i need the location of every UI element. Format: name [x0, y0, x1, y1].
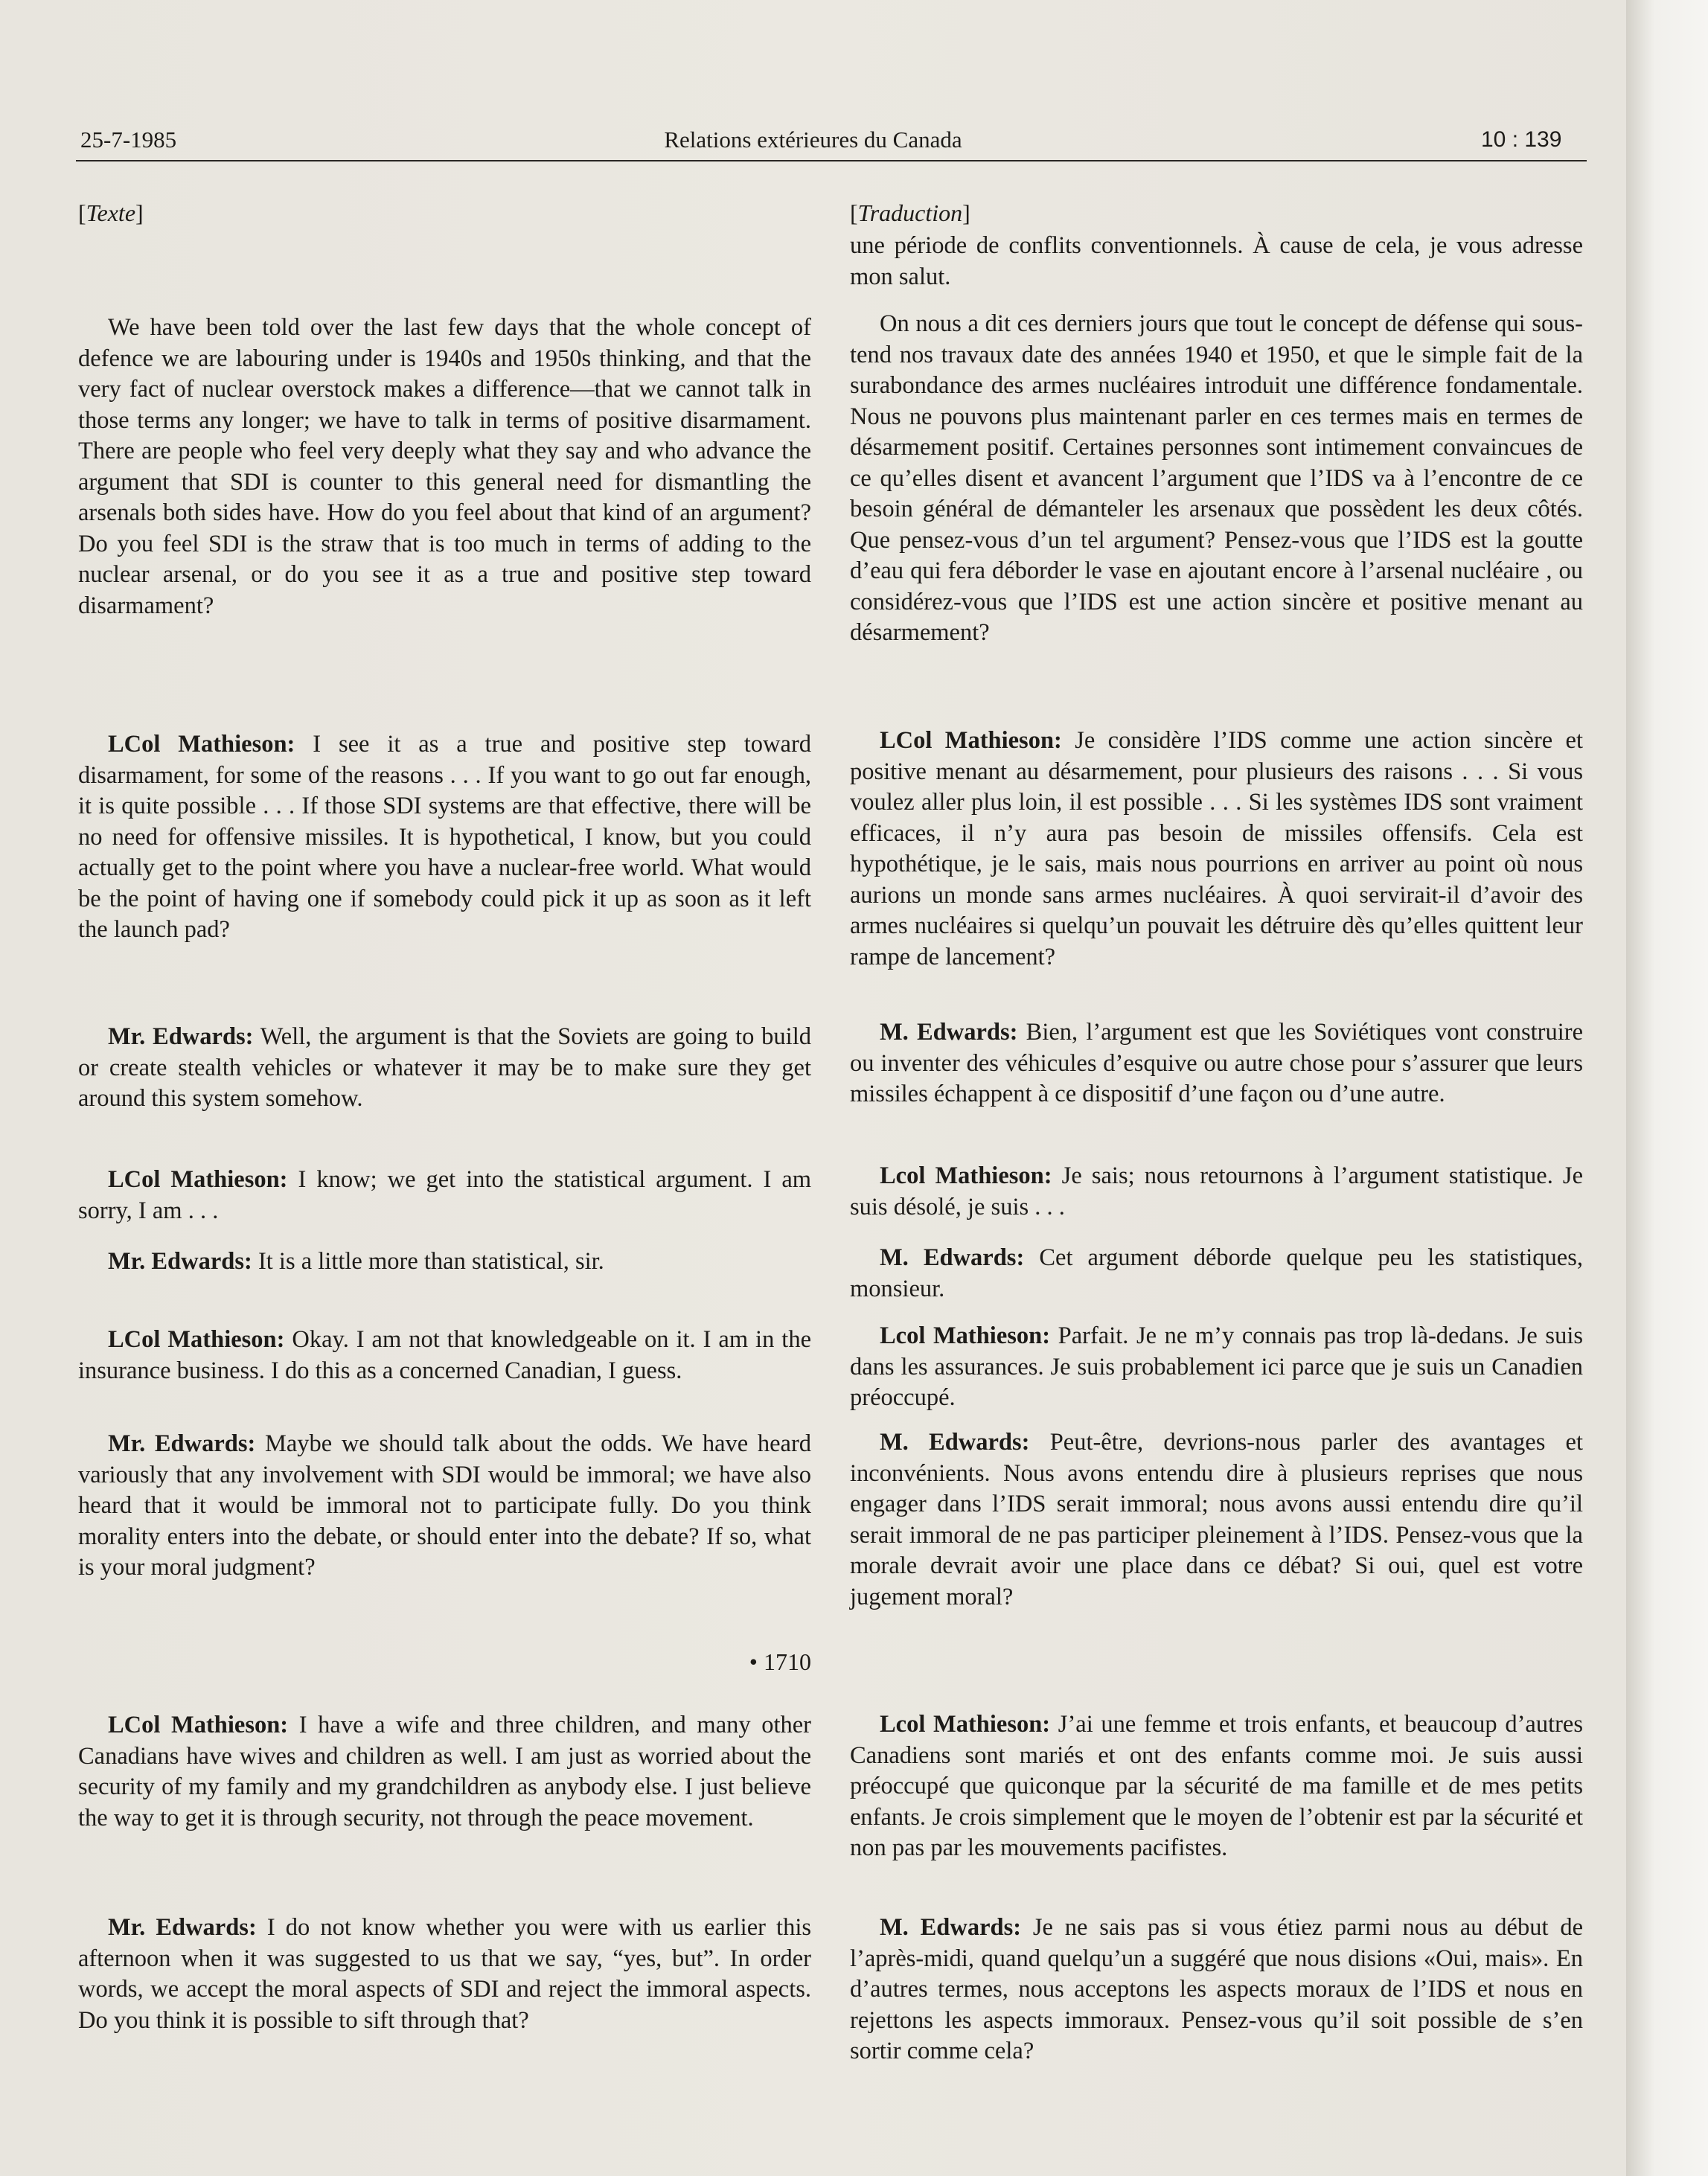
paragraph — [850, 1913, 1583, 2067]
header-page-number: 10 : 139 — [1481, 127, 1562, 152]
paragraph-text: I do not know whether you were with us earlier this afternoon when it was suggested to us that we say, “yes, but”. In order words, we accept the moral aspects of SDI and reject the immoral aspects. Do you think it is possible to sift through that? — [78, 1914, 812, 2034]
paragraph-text: Cet argument déborde quelque peu les statistiques, monsieur. — [850, 1244, 1584, 1302]
speaker: LCol Mathieson: — [108, 1326, 285, 1353]
paragraph-text: Je sais; nous retournons à l’argument statistique. Je suis désolé, je suis . . . — [850, 1162, 1584, 1220]
paragraph — [850, 726, 1583, 973]
header-title: Relations extérieures du Canada — [664, 127, 962, 153]
speaker: Mr. Edwards: — [108, 1248, 252, 1275]
speaker: Lcol Mathieson: — [880, 1711, 1051, 1738]
paragraph-text: I see it as a true and positive step toward disarmament, for some of the reasons . . . If you want to go out far enough, it is quite possible . . . If those SDI systems are that effective, there will be no need for offensive missiles. It is hypothetical, I know, but you could actually get to the point where you have a nuclear-free world. What would be the point of having one if somebody could pick it up as soon as it left the launch pad? — [78, 731, 812, 943]
paragraph-text: Je ne sais pas si vous étiez parmi nous au début de l’après-midi, quand quelqu’un a suggéré que nous disions «Oui, mais». En d’autres termes, nous acceptons les aspects moraux de l’IDS et nous en rejettons les aspects immoraux. Pensez-vous qu’il soit possible de s’en sortir comme cela? — [850, 1914, 1583, 2064]
speaker: M. Edwards: — [880, 1914, 1022, 1941]
speaker: LCol Mathieson: — [108, 1166, 288, 1193]
paragraph-text: It is a little more than statistical, sir. — [258, 1248, 604, 1275]
paragraph — [78, 1429, 811, 1584]
paragraph — [850, 231, 1583, 292]
paragraph-text: une période de conflits conventionnels. À cause de cela, je vous adresse mon salut. — [850, 232, 1583, 290]
paragraph — [78, 313, 811, 621]
paragraph-text: Okay. I am not that knowledgeable on it. I am in the insurance business. I do this as a concerned Canadian, I guess. — [78, 1326, 811, 1384]
paragraph-text: Maybe we should talk about the odds. We have heard variously that any involvement with SDI would be immoral; we have also heard that it would be immoral not to participate fully. Do you think morality enters into the debate, or should enter into the debate? If so, what is your moral judgment? — [78, 1430, 812, 1581]
paragraph — [850, 1017, 1583, 1110]
paragraph — [850, 1243, 1583, 1305]
paragraph — [78, 729, 811, 946]
speaker: Mr. Edwards: — [108, 1430, 256, 1457]
paragraph — [78, 1710, 811, 1834]
speaker: Lcol Mathieson: — [880, 1162, 1052, 1189]
speaker: Mr. Edwards: — [108, 1914, 257, 1941]
section-tag: [Traduction] — [850, 199, 970, 226]
header-rule — [76, 160, 1587, 161]
paragraph — [850, 1427, 1583, 1613]
paragraph-text: Peut-être, devrions-nous parler des avantages et inconvénients. Nous avons entendu dire à plusieurs reprises que nous engager dans l’IDS serait immoral; nous avons aussi entendu dire qu’il serait immoral de ne pas participer pleinement à l’IDS. Pensez-vous que la morale devrait avoir une place dans ce débat? Si oui, quel est votre jugement moral? — [850, 1429, 1584, 1610]
paragraph-text: J’ai une femme et trois enfants, et beaucoup d’autres Canadiens sont mariés et ont des enfants comme moi. Je suis aussi préoccupé que quiconque par la sécurité de ma famille et de mes petits enfants. Je crois simplement que le moyen de l’obtenir est par la sécurité et non pas par les mouvements pacifistes. — [850, 1711, 1584, 1861]
speaker: M. Edwards: — [880, 1244, 1025, 1271]
paragraph-text: We have been told over the last few days that the whole concept of defence we are labouring under is 1940s and 1950s thinking, and that the very fact of nuclear overstock makes a difference—that we cannot talk in those terms any longer; we have to talk in terms of positive disarmament. There are people who feel very deeply what they say and who advance the argument that SDI is counter to this general need for dismantling the arsenals both sides have. How do you feel about that kind of an argument? Do you feel SDI is the straw that is too much in terms of adding to the nuclear arsenal, or do you see it as a true and positive step toward disarmament? — [78, 314, 811, 619]
paragraph — [850, 1161, 1583, 1223]
paragraph — [850, 1709, 1583, 1864]
paragraph — [78, 1022, 811, 1115]
speaker: LCol Mathieson: — [108, 731, 295, 758]
time-marker: • 1710 — [749, 1648, 811, 1675]
speaker: LCol Mathieson: — [108, 1712, 289, 1738]
speaker: Mr. Edwards: — [108, 1023, 254, 1050]
paragraph — [78, 1247, 811, 1278]
speaker: M. Edwards: — [880, 1429, 1030, 1456]
paragraph — [850, 309, 1583, 649]
paragraph-text: Well, the argument is that the Soviets are going to build or create stealth vehicles or whatever it may be to make sure they get around this system somehow. — [78, 1023, 811, 1112]
paragraph-text: I know; we get into the statistical argument. I am sorry, I am . . . — [78, 1166, 812, 1224]
header-date: 25-7-1985 — [80, 127, 177, 153]
page-edge — [1626, 0, 1708, 2176]
paragraph-text: Je considère l’IDS comme une action sincère et positive menant au désarmement, pour plusieurs des raisons . . . Si vous voulez aller plus loin, il est possible . . . Si les systèmes IDS sont vraiment efficaces, il n’y aura pas besoin de missiles offensifs. Cela est hypothétique, je le sais, mais nous pourrions en arriver au point où nous aurions un monde sans armes nucléaires. À quoi servirait-il d’avoir des armes nucléaires si quelqu’un pouvait les détruire dès qu’elles quittent leur rampe de lancement? — [850, 727, 1584, 970]
paragraph-text: Parfait. Je ne m’y connais pas trop là-dedans. Je suis dans les assurances. Je suis probablement ici parce que je suis un Canadien préoccupé. — [850, 1322, 1583, 1411]
speaker: M. Edwards: — [880, 1019, 1018, 1046]
paragraph-text: I have a wife and three children, and many other Canadians have wives and children as well. I am just as worried about the security of my family and my grandchildren as anybody else. I just believe the way to get it is through security, not through the peace movement. — [78, 1712, 812, 1831]
paragraph — [78, 1325, 811, 1386]
speaker: LCol Mathieson: — [880, 727, 1062, 754]
section-tag: [Texte] — [78, 199, 144, 226]
paragraph — [78, 1913, 811, 2036]
speaker: Lcol Mathieson: — [880, 1322, 1051, 1349]
paragraph — [78, 1165, 811, 1226]
paragraph-text: On nous a dit ces derniers jours que tout le concept de défense qui sous-tend nos travaux date des années 1940 et 1950, et que le simple fait de la surabondance des armes nucléaires introduit une différence fondamentale. Nous ne pouvons plus maintenant parler en ces termes mais en termes de désarmement positif. Certaines personnes sont intimement convaincues de ce qu’elles disent et avancent l’argument que l’IDS va à l’encontre de ce besoin général de démanteler les arsenaux que possèdent les deux côtés. Que pensez-vous d’un tel argument? Pensez-vous que l’IDS est la goutte d’eau qui fera déborder le vase en ajoutant encore à l’arsenal nucléaire , ou considérez-vous que l’IDS est une action sincère et positive menant au désarmement? — [850, 310, 1583, 646]
paragraph-text: Bien, l’argument est que les Soviétiques vont construire ou inventer des véhicules d’esquive ou autre chose pour s’assurer que leurs missiles échappent à ce dispositif d’une façon ou d’une autre. — [850, 1019, 1584, 1107]
paragraph — [850, 1321, 1583, 1414]
